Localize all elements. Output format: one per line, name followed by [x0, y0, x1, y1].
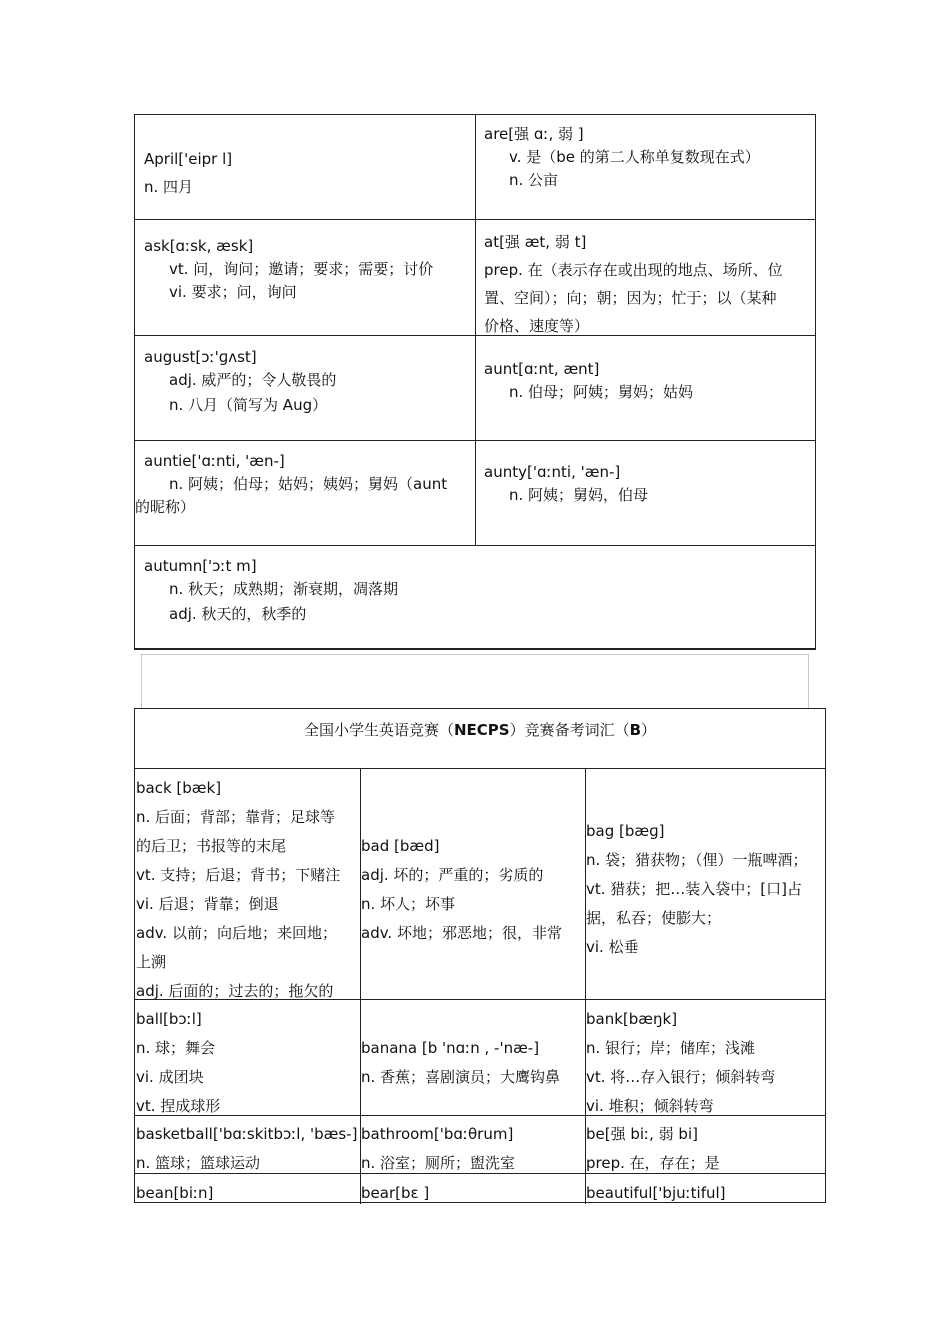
entry-ball	[136, 1005, 220, 1121]
entry-definition: n. 四月	[144, 178, 194, 196]
entry-bear	[361, 1179, 429, 1208]
entry-headword: ask[ɑːsk, æsk]	[144, 237, 254, 255]
entry-headword: ball[bɔːl]	[136, 1010, 202, 1028]
spacer-box	[141, 654, 809, 709]
entry-definition: adv. 以前；向后地；来回地；	[136, 924, 337, 942]
entry-headword: aunty['ɑːnti, 'æn-]	[484, 463, 621, 481]
entry-bean	[136, 1179, 213, 1208]
entry-ask	[144, 235, 433, 304]
entry-definition: n. 八月（简写为 Aug）	[169, 396, 328, 414]
entry-headword: April['eipr l]	[144, 150, 233, 168]
entry-headword: bear[bɛ ]	[361, 1184, 430, 1202]
entry-definition: 上溯	[136, 953, 167, 971]
entry-headword: be[强 biː, 弱 bi]	[586, 1125, 698, 1143]
entry-definition: vi. 后退；背靠；倒退	[136, 895, 279, 913]
header-text: ）竞赛备考词汇（	[509, 721, 630, 739]
entry-headword: banana [b 'nɑːn , -'næ-]	[361, 1039, 540, 1057]
entry-definition: n. 坏人；坏事	[361, 895, 456, 913]
entry-be	[586, 1120, 720, 1178]
row-divider	[135, 545, 815, 546]
entry-definition: 置、空间）；向；朝；因为；忙于；以（某种	[484, 289, 777, 307]
entry-headword: auntie['ɑːnti, 'æn-]	[144, 452, 285, 470]
entry-definition: n. 银行；岸；储库；浅滩	[586, 1039, 756, 1057]
entry-definition: v. 是（be 的第二人称单复数现在式）	[509, 148, 760, 166]
entry-definition: n. 秋天；成熟期；渐衰期，凋落期	[169, 580, 399, 598]
entry-definition: vi. 要求；问，询问	[169, 283, 297, 301]
entry-headword: bank[bæŋk]	[586, 1010, 678, 1028]
entry-headword: basketball['bɑːskitbɔːl, 'bæs-]	[136, 1125, 358, 1143]
entry-definition: 据，私吞；使膨大；	[586, 909, 722, 927]
entry-definition: adj. 后面的；过去的；拖欠的	[136, 982, 334, 1000]
vocab-table-b	[134, 708, 826, 1203]
entry-definition: 的后卫；书报等的末尾	[136, 837, 287, 855]
entry-banana	[361, 1034, 560, 1092]
entry-definition: vi. 堆积；倾斜转弯	[586, 1097, 714, 1115]
entry-at	[484, 228, 783, 340]
entry-headword: bean[biːn]	[136, 1184, 214, 1202]
entry-definition: n. 球；舞会	[136, 1039, 216, 1057]
entry-autumn	[144, 555, 398, 626]
entry-definition: adj. 威严的；令人敬畏的	[169, 371, 337, 389]
header-text: ）	[641, 721, 657, 739]
entry-auntie	[135, 450, 448, 519]
header-text: 全国小学生英语竞赛（	[303, 721, 454, 739]
entry-aunt	[484, 358, 693, 404]
entry-headword: august[ɔː'ɡʌst]	[144, 348, 257, 366]
entry-definition: vt. 捏成球形	[136, 1097, 221, 1115]
entry-definition: vi. 成团块	[136, 1068, 204, 1086]
entry-definition: n. 阿姨；伯母；姑妈；姨妈；舅妈（aunt	[169, 475, 448, 493]
row-divider	[135, 768, 825, 769]
entry-definition: adj. 秋天的，秋季的	[169, 605, 307, 623]
column-divider	[475, 115, 476, 545]
entry-bathroom	[361, 1120, 515, 1178]
entry-back	[136, 774, 340, 1006]
entry-bag	[586, 817, 808, 962]
entry-headword: aunt[ɑːnt, ænt]	[484, 360, 600, 378]
entry-definition: vt. 问，询问；邀请；要求；需要；讨价	[169, 260, 434, 278]
entry-august	[144, 346, 336, 417]
entry-are	[484, 123, 760, 192]
entry-definition: n. 篮球；篮球运动	[136, 1154, 261, 1172]
entry-bank	[586, 1005, 775, 1121]
header-acronym: NECPS	[453, 721, 510, 739]
entry-definition: n. 后面；背部；靠背；足球等	[136, 808, 336, 826]
entry-basketball	[136, 1120, 357, 1178]
entry-headword: back [bæk]	[136, 779, 222, 797]
vocab-table-a	[134, 114, 816, 650]
entry-definition: vt. 猎获；把…装入袋中；[口]占	[586, 880, 802, 898]
entry-definition: adv. 坏地；邪恶地；很，非常	[361, 924, 562, 942]
entry-headword: bag [bæɡ]	[586, 822, 665, 840]
entry-beautiful	[586, 1179, 726, 1208]
entry-definition: vt. 支持；后退；背书；下赌注	[136, 866, 341, 884]
table-b-header	[135, 719, 825, 740]
entry-headword: are[强 ɑː, 弱 ]	[484, 125, 584, 143]
entry-definition: vi. 松垂	[586, 938, 639, 956]
entry-definition: prep. 在，存在；是	[586, 1154, 720, 1172]
entry-headword: at[强 æt, 弱 t]	[484, 233, 587, 251]
entry-headword: bathroom['bɑːθrum]	[361, 1125, 514, 1143]
entry-definition: n. 伯母；阿姨；舅妈；姑妈	[509, 383, 694, 401]
header-letter: B	[629, 721, 642, 739]
entry-definition: n. 浴室；厕所；盥洗室	[361, 1154, 516, 1172]
entry-definition: 价格、速度等）	[484, 317, 590, 335]
entry-definition: n. 公亩	[509, 171, 559, 189]
entry-definition: adj. 坏的；严重的；劣质的	[361, 866, 544, 884]
entry-bad	[361, 832, 562, 948]
entry-headword: autumn['ɔːt m]	[144, 557, 257, 575]
entry-definition: vt. 将…存入银行；倾斜转弯	[586, 1068, 776, 1086]
entry-aunty	[484, 461, 648, 507]
entry-definition: prep. 在（表示存在或出现的地点、场所、位	[484, 261, 783, 279]
entry-april	[144, 148, 232, 199]
entry-definition: n. 袋；猎获物；（俚）一瓶啤酒；	[586, 851, 808, 869]
entry-definition: 的昵称）	[135, 498, 196, 516]
entry-definition: n. 香蕉；喜剧演员；大鹰钩鼻	[361, 1068, 561, 1086]
entry-definition: n. 阿姨；舅妈，伯母	[509, 486, 649, 504]
entry-headword: beautiful['bjuːtiful]	[586, 1184, 726, 1202]
entry-headword: bad [bæd]	[361, 837, 440, 855]
